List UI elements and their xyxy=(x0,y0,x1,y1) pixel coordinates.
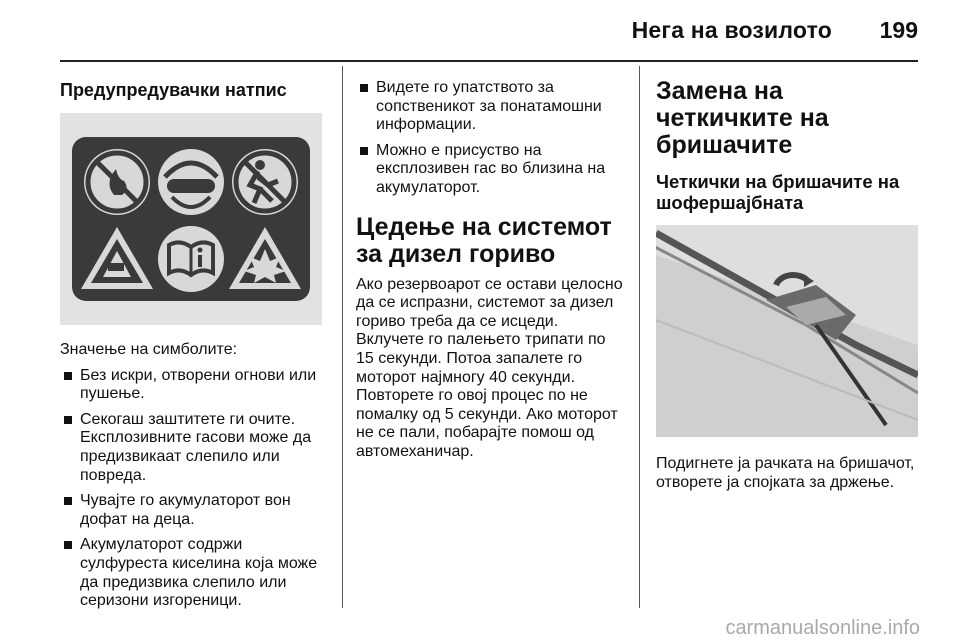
bullet-icon xyxy=(64,372,72,380)
list-item: Без искри, отворени огнови или пушење. xyxy=(60,367,330,404)
section-heading: Замена на четкичките на бришачите xyxy=(656,77,829,159)
no-fire-icon xyxy=(84,149,150,215)
section-heading: Предупредувачки натпис xyxy=(60,80,287,100)
column-warning-label xyxy=(60,62,330,618)
bullet-icon xyxy=(64,497,72,505)
page-number: 199 xyxy=(879,17,918,43)
bullet-icon xyxy=(64,541,72,549)
wiper-illustration xyxy=(656,225,918,437)
list-item: Акумулаторот содржи сулфуреста киселина која може да предизвика слепило или серизони изгореници. xyxy=(60,536,330,610)
column-wipers xyxy=(656,62,926,492)
list-item: Чувајте го акумулаторот вон дофат на деца. xyxy=(60,492,330,529)
page-header xyxy=(0,0,960,62)
diesel-paragraph: Ако резервоарот се остави целосно да се испразни, системот за дизел гориво треба да се исцеди. Вклучете го палењето трипати по 15 секунди. Потоа запалете го моторот најмногу 40 секунди. Повторете го овој процес по не помалку од 5 секунди. Ако моторот не се пали, побарајте помош од автомеханичар. xyxy=(356,275,623,460)
acid-warning-icon xyxy=(81,227,153,289)
symbols-caption: Значење на симболите: xyxy=(60,341,238,358)
bullet-icon xyxy=(360,147,368,155)
wiper-caption: Подигнете ја рачката на бришачот, отворете ја спојката за држење. xyxy=(656,455,915,491)
column-diesel xyxy=(356,62,624,462)
list-item: Можно е присуство на експлозивен гас во близина на акумулаторот. xyxy=(356,142,624,198)
watermark: carmanualsonline.info xyxy=(725,617,920,639)
page-title: Нега на возилото xyxy=(631,17,832,43)
bullet-icon xyxy=(64,416,72,424)
warning-label-panel xyxy=(72,137,310,301)
explosion-icon xyxy=(229,227,301,289)
column-divider xyxy=(639,66,640,608)
list-item: Секогаш заштитете ги очите. Експлозивните гасови може да предизвикаат слепило или повреда. xyxy=(60,411,330,485)
symbols-list-continued xyxy=(356,79,624,198)
subsection-heading: Четкички на бришачите на шофершајбната xyxy=(656,171,900,213)
manual-icon xyxy=(158,226,224,292)
column-divider xyxy=(342,66,343,608)
warning-label-illustration xyxy=(60,113,322,325)
bullet-icon xyxy=(360,84,368,92)
symbols-list xyxy=(60,367,330,611)
list-item: Видете го упатството за сопственикот за понатамошни информации. xyxy=(356,79,624,135)
section-heading: Цедење на системот за дизел гориво xyxy=(356,212,612,268)
keep-children-away-icon xyxy=(232,149,298,215)
goggles-icon xyxy=(158,149,224,215)
